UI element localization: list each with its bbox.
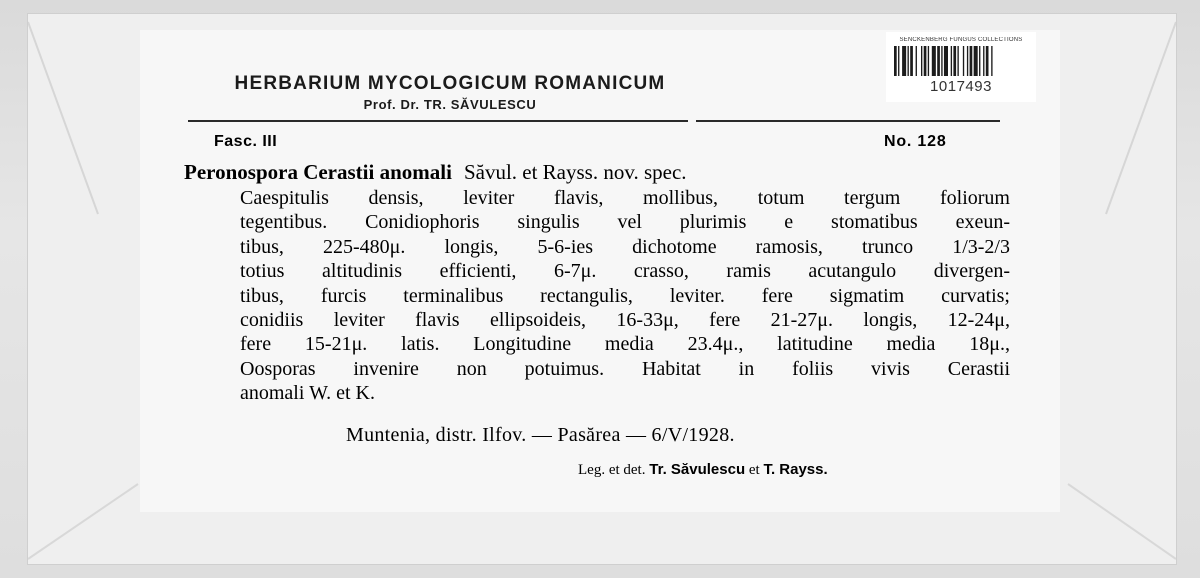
species-name: Peronospora Cerastii anomali xyxy=(184,160,452,184)
description-line: Oosporas invenire non potuimus. Habitat in foliis vivis Cerastii xyxy=(240,357,1010,380)
herbarium-subtitle: Prof. Dr. TR. SĂVULESCU xyxy=(363,97,537,112)
barcode-collection-name: SENCKENBERG FUNGUS COLLECTIONS xyxy=(899,37,1023,43)
description-line: anomali W. et K. xyxy=(240,382,375,405)
barcode-number: 1017493 xyxy=(930,78,992,95)
collector-line xyxy=(578,461,828,479)
herbarium-title: HERBARIUM MYCOLOGICUM ROMANICUM xyxy=(234,73,666,94)
species-authority: Săvul. et Rayss. nov. spec. xyxy=(463,160,687,184)
description-line: Caespitulis densis, leviter flavis, mollibus, totum tergum foliorum xyxy=(240,187,1010,209)
description-line: tibus, 225-480μ. longis, 5-6-ies dichotome ramosis, trunco 1/3-2/3 xyxy=(240,235,1010,258)
species-heading xyxy=(184,160,687,184)
collector-name-1: Tr. Săvulescu xyxy=(649,461,746,478)
barcode-label xyxy=(886,32,1036,102)
collection-locality: Muntenia, distr. Ilfov. — Pasărea — 6/V/1928. xyxy=(346,424,735,446)
barcode-icon xyxy=(894,46,1028,76)
description-line: fere 15-21μ. latis. Longitudine media 23.4μ., latitudine media 18μ., xyxy=(240,333,1010,356)
collector-prefix: Leg. et det. xyxy=(578,462,646,478)
header-rule-right xyxy=(696,120,1000,122)
fascicle-label: Fasc. III xyxy=(214,133,278,150)
description-line: conidiis leviter flavis ellipsoideis, 16-33μ, fere 21-27μ. longis, 12-24μ, xyxy=(240,308,1010,331)
description-line: tegentibus. Conidiophoris singulis vel plurimis e stomatibus exeun- xyxy=(240,211,1010,234)
specimen-number: No. 128 xyxy=(884,133,947,150)
collector-name-2: T. Rayss. xyxy=(763,461,828,478)
species-description xyxy=(240,186,1010,406)
description-line: tibus, furcis terminalibus rectangulis, leviter. fere sigmatim curvatis; xyxy=(240,284,1010,307)
header-rule-left xyxy=(188,120,688,122)
collector-conjunction: et xyxy=(748,462,760,478)
description-line: totius altitudinis efficienti, 6-7μ. crasso, ramis acutangulo divergen- xyxy=(240,260,1010,283)
